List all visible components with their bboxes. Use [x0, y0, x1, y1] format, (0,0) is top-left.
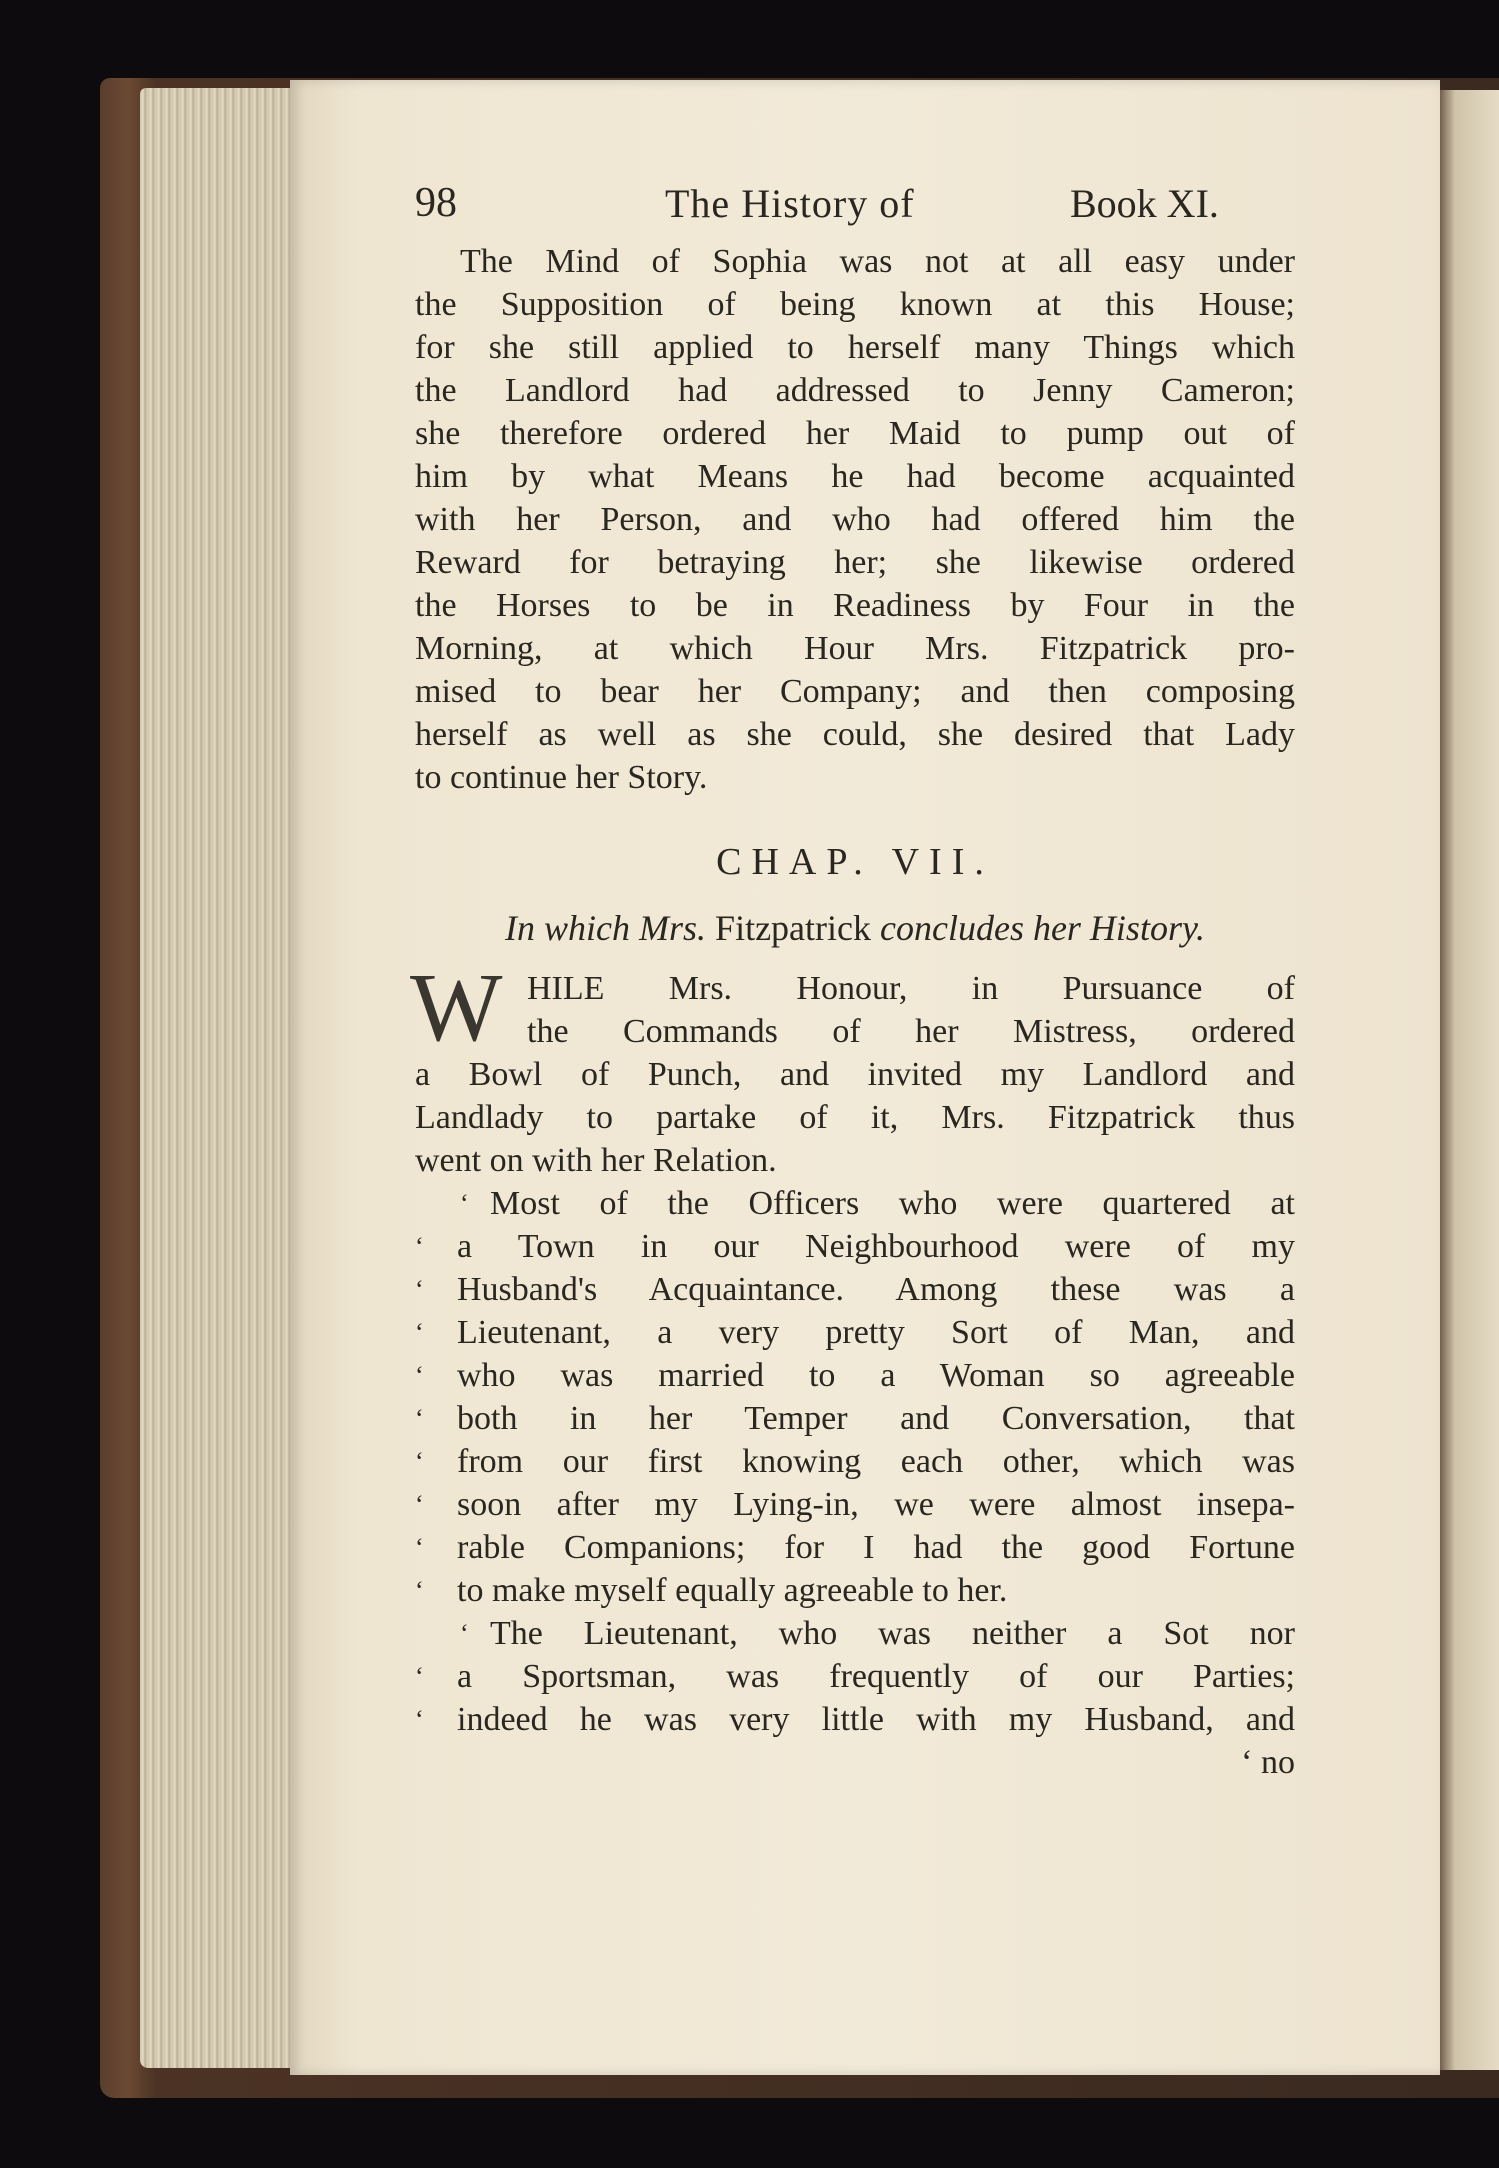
text-line: The Lieutenant, who was neither a Sot nor [490, 1615, 1295, 1652]
text-line: a Town in our Neighbourhood were of my [457, 1228, 1295, 1265]
text-line: rable Companions; for I had the good Fortune [457, 1529, 1295, 1566]
text-line: The Mind of Sophia was not at all easy under [460, 243, 1295, 280]
text-line: she therefore ordered her Maid to pump out of [415, 415, 1295, 452]
paragraph-2 [410, 954, 1295, 1182]
text-line: Husband's Acquaintance. Among these was a [457, 1271, 1295, 1308]
quote-mark: ‘ [415, 1275, 424, 1304]
quote-mark: ‘ [460, 1189, 469, 1218]
text-line: indeed he was very little with my Husband, and [457, 1701, 1295, 1738]
text-line: a Sportsman, was frequently of our Parties; [457, 1658, 1295, 1695]
text-line: to make myself equally agreeable to her. [457, 1572, 1008, 1609]
quote-mark: ‘ [415, 1533, 424, 1562]
quote-mark: ‘ [415, 1404, 424, 1433]
quote-mark: ‘ [415, 1232, 424, 1261]
page-number: 98 [415, 180, 457, 226]
facing-page-edge [1436, 90, 1499, 2070]
text-line: him by what Means he had become acquainted [415, 458, 1295, 495]
subtitle-post: concludes her History. [880, 908, 1205, 948]
text-line: Lieutenant, a very pretty Sort of Man, and [457, 1314, 1295, 1351]
text-line: the Supposition of being known at this House; [415, 286, 1295, 323]
text-line: both in her Temper and Conversation, that [457, 1400, 1295, 1437]
running-title: The History of [665, 181, 915, 226]
quote-mark: ‘ [415, 1576, 424, 1605]
drop-cap: W [410, 954, 503, 1062]
quote-mark: ‘ [415, 1490, 424, 1519]
text-line: from our first knowing each other, which was [457, 1443, 1295, 1480]
text-line: for she still applied to herself many Things which [415, 329, 1295, 366]
paragraph-4 [415, 1612, 1295, 1741]
subtitle-name: Fitzpatrick [715, 908, 871, 948]
text-line: Landlady to partake of it, Mrs. Fitzpatrick thus [415, 1099, 1295, 1136]
chapter-subtitle [415, 907, 1295, 967]
book-label: Book XI. [1070, 181, 1219, 226]
paragraph-1 [415, 240, 1295, 799]
text-line: herself as well as she could, she desired that Lady [415, 716, 1295, 753]
quote-mark: ‘ [415, 1447, 424, 1476]
quote-mark: ‘ [415, 1361, 424, 1390]
text-line: the Horses to be in Readiness by Four in the [415, 587, 1295, 624]
text-line: who was married to a Woman so agreeable [457, 1357, 1295, 1394]
text-line: Most of the Officers who were quartered at [490, 1185, 1295, 1222]
catchword: ‘ no [1241, 1744, 1295, 1781]
text-line: the Landlord had addressed to Jenny Cameron; [415, 372, 1295, 409]
text-line: mised to bear her Company; and then composing [415, 673, 1295, 710]
paragraph-3 [415, 1182, 1295, 1612]
page-text [410, 180, 1295, 1784]
quote-mark: ‘ [460, 1619, 469, 1648]
text-line: went on with her Relation. [415, 1142, 777, 1179]
running-head [415, 182, 1295, 240]
quote-mark: ‘ [415, 1318, 424, 1347]
quote-mark: ‘ [415, 1662, 424, 1691]
text-line: Morning, at which Hour Mrs. Fitzpatrick pro- [415, 630, 1295, 667]
text-line: soon after my Lying-in, we were almost insepa- [457, 1486, 1295, 1523]
quote-mark: ‘ [415, 1705, 424, 1734]
text-line: Reward for betraying her; she likewise ordered [415, 544, 1295, 581]
subtitle-pre: In which Mrs. [505, 908, 707, 948]
text-line: a Bowl of Punch, and invited my Landlord and [415, 1056, 1295, 1093]
text-line: to continue her Story. [415, 759, 708, 796]
text-line: the Commands of her Mistress, ordered [527, 1013, 1295, 1050]
text-line: HILE Mrs. Honour, in Pursuance of [527, 970, 1295, 1007]
page-edges [140, 88, 300, 2068]
text-line: with her Person, and who had offered him the [415, 501, 1295, 538]
chapter-heading: CHAP. VII. [716, 841, 994, 883]
